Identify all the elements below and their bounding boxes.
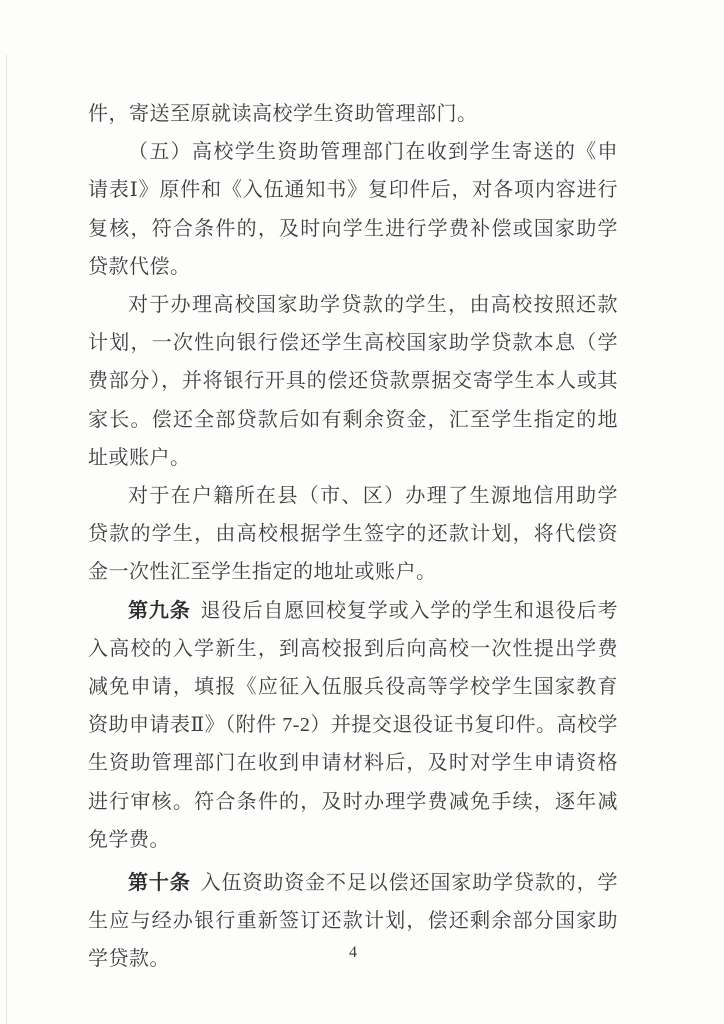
paragraph-loan-repayment: 对于办理高校国家助学贷款的学生，由高校按照还款计划，一次性向银行偿还学生高校国家助学贷款本息（学费部分），并将银行开具的偿还贷款票据交寄学生本人或其家长。偿还全部贷款后如有剩余资金，汇至学生指定的地址或账户。 — [88, 294, 618, 469]
paragraph-continuation: 件，寄送至原就读高校学生资助管理部门。 — [88, 103, 478, 125]
article-9-text: 退役后自愿回校复学或入学的学生和退役后考入高校的入学新生，到高校报到后向高校一次性提出学费减免申请，填报《应征入伍服兵役高等学校学生国家教育资助申请表Ⅱ》（附件 7-2）并提交退役证书复印件。高校学生资助管理部门在收到申请材料后，及时对学生申请资格进行审核。符合条件的，及时办理学费减免手续，逐年减免学费。 — [88, 599, 619, 851]
article-10-text: 入伍资助资金不足以偿还国家助学贷款的，学生应与经办银行重新签订还款计划，偿还剩余部分国家助学贷款。 — [88, 872, 619, 971]
article-9-number: 第九条 — [128, 599, 191, 622]
paragraph-item-5: （五）高校学生资助管理部门在收到学生寄送的《申请表Ⅰ》原件和《入伍通知书》复印件后，对各项内容进行复核，符合条件的，及时向学生进行学费补偿或国家助学贷款代偿。 — [88, 141, 618, 278]
paragraph-local-credit-loan: 对于在户籍所在县（市、区）办理了生源地信用助学贷款的学生，由高校根据学生签字的还款计划，将代偿资金一次性汇至学生指定的地址或账户。 — [88, 485, 618, 584]
page-number: 4 — [349, 944, 357, 961]
paragraph-article-9 — [88, 592, 618, 859]
scan-edge-artifact — [6, 55, 7, 1024]
article-10-number: 第十条 — [128, 872, 191, 895]
document-body — [88, 95, 618, 979]
